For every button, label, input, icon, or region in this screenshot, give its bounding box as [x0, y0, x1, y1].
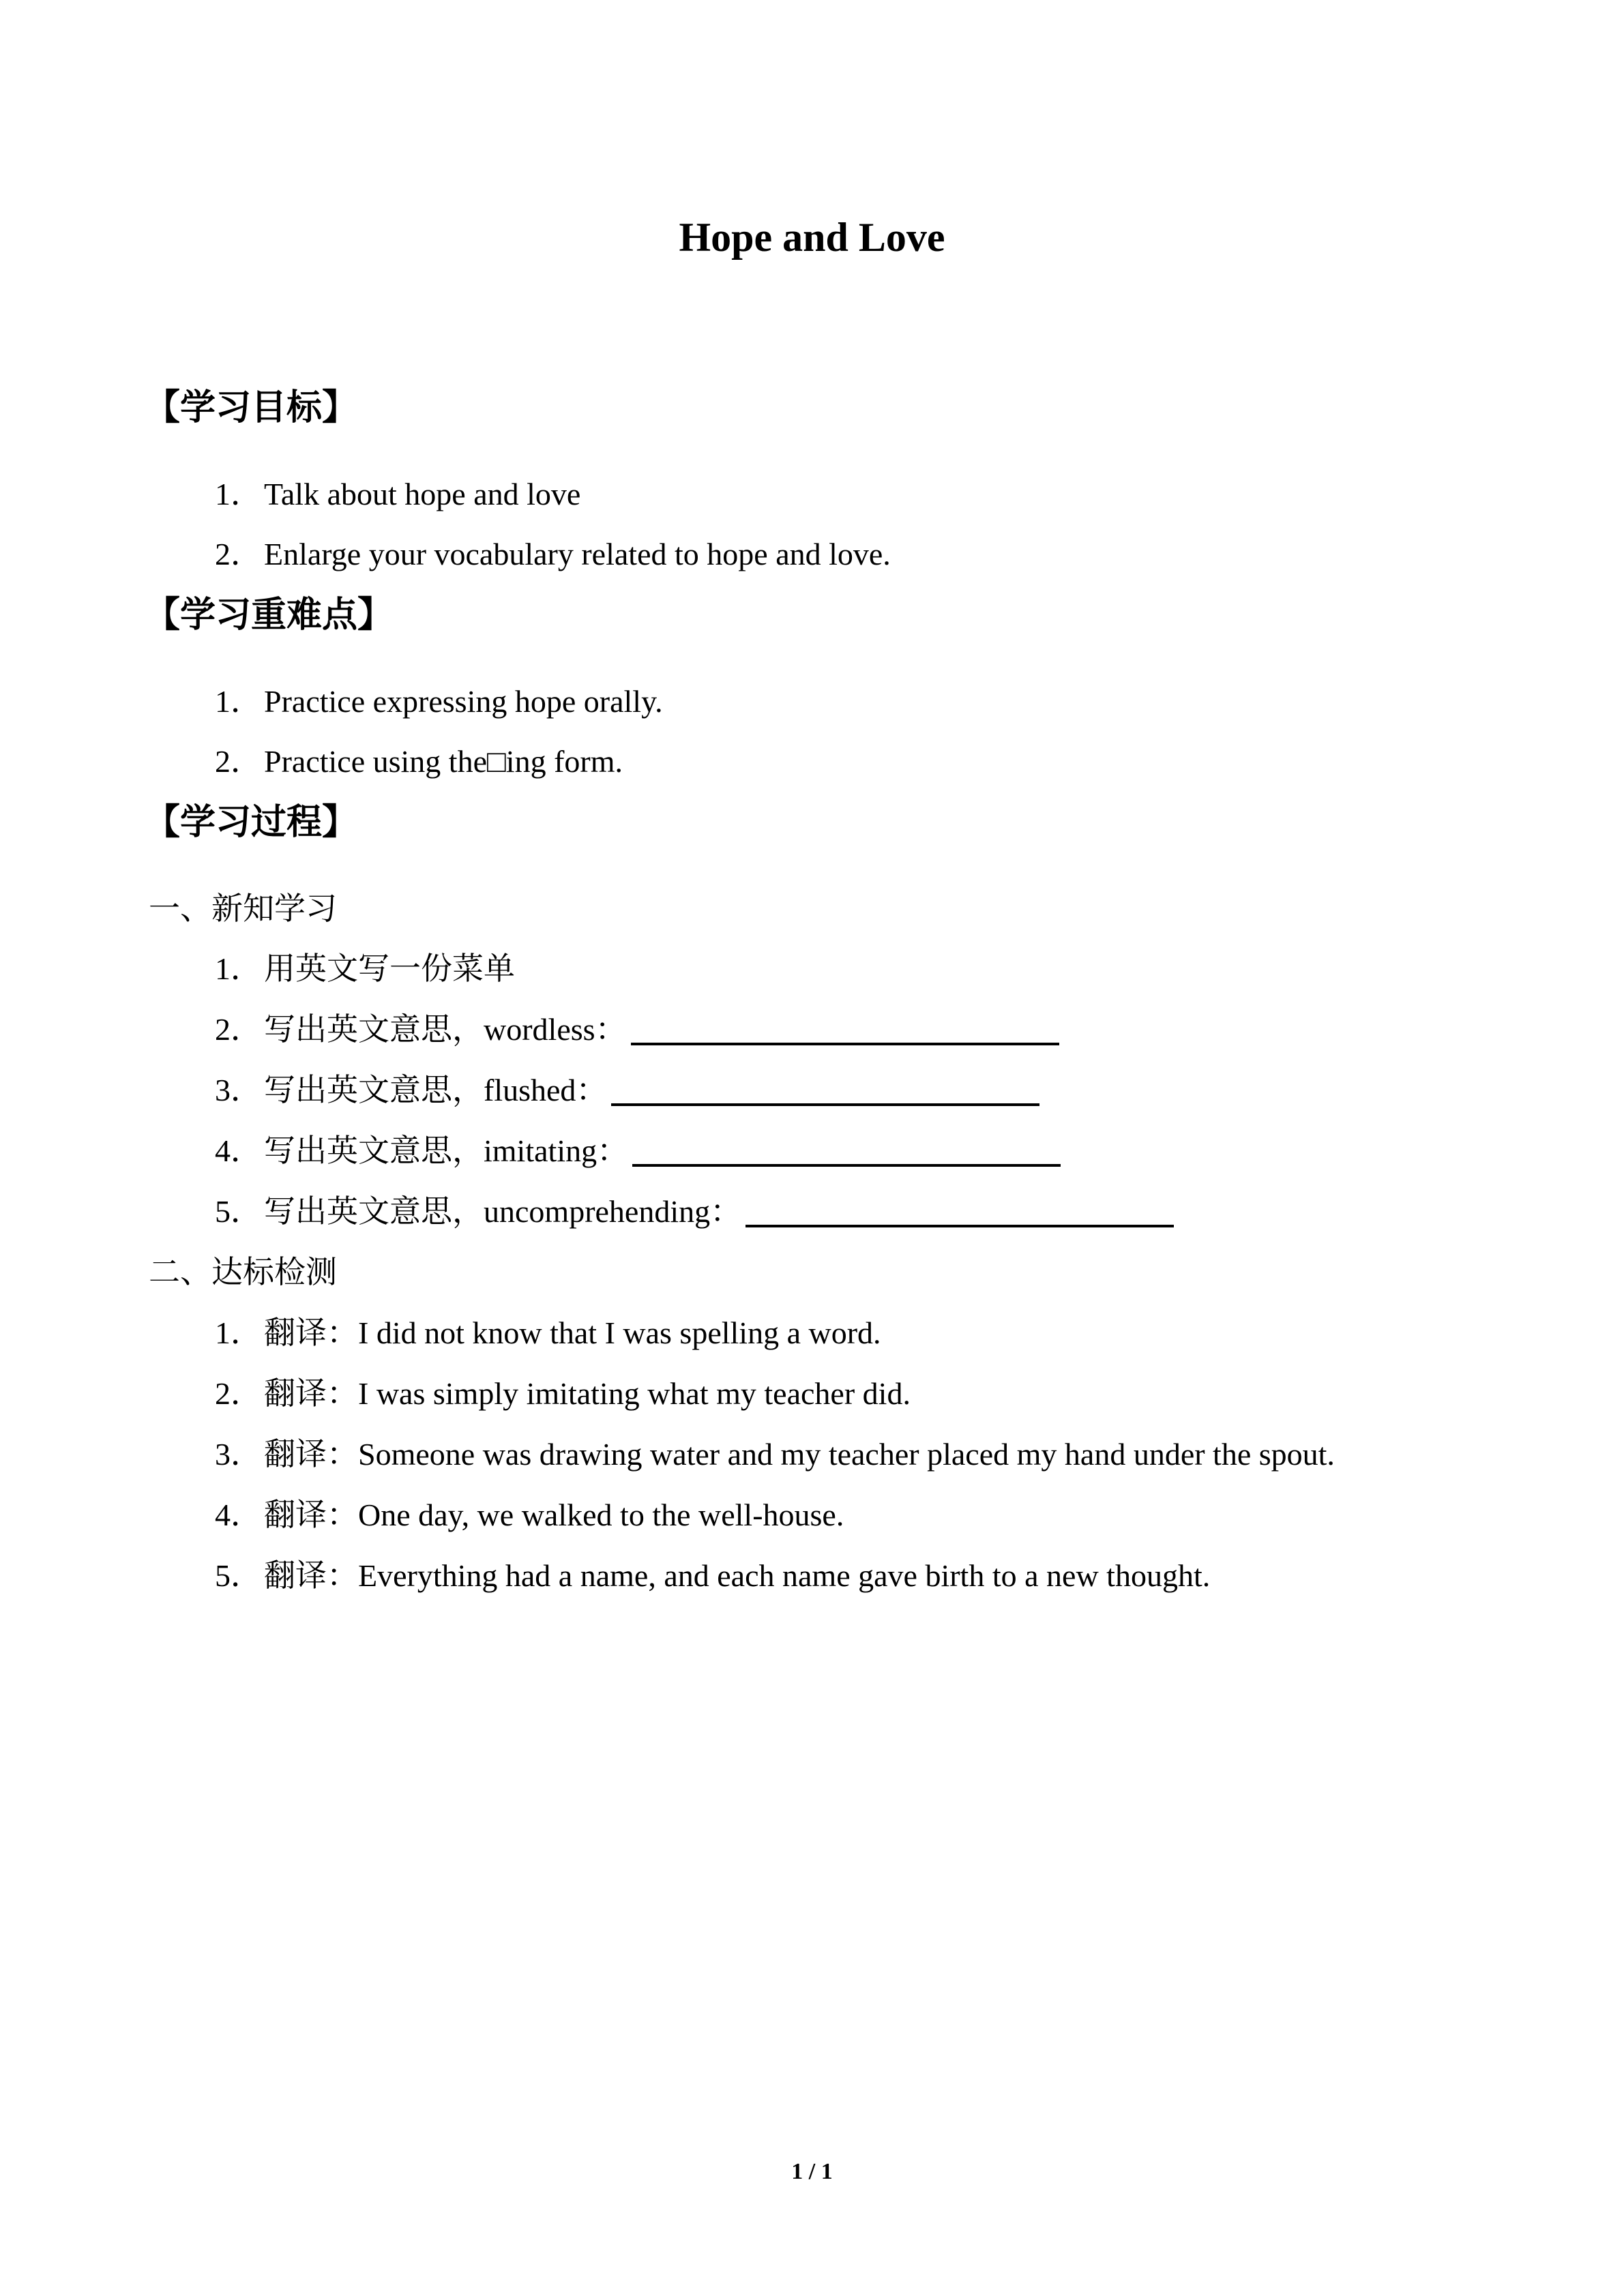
item-text: Enlarge your vocabulary related to hope and love.: [264, 537, 891, 571]
part-label-assessment: 二、达标检测: [149, 1255, 337, 1289]
translation-item: [215, 1433, 1335, 1476]
item-number: 5．: [215, 1194, 262, 1229]
section-heading-objectives: 【学习目标】: [145, 387, 358, 428]
answer-blank: [745, 1225, 1174, 1227]
exercise-item: [215, 1069, 1039, 1112]
item-number: 4．: [215, 1133, 262, 1168]
exercise-item: [215, 1009, 1059, 1051]
page-number: 1 / 1: [791, 2159, 833, 2184]
item-number: 1．: [215, 684, 262, 719]
item-number: 2．: [215, 744, 262, 779]
item-text: 写出英文意思，imitating：: [264, 1133, 629, 1168]
document-title: Hope and Love: [679, 215, 945, 260]
section-heading-keypoints: 【学习重难点】: [145, 595, 394, 636]
item-number: 1．: [215, 1315, 262, 1350]
objective-item: [215, 473, 580, 516]
translation-item: [215, 1555, 1210, 1597]
item-number: 4．: [215, 1497, 262, 1532]
item-text: 翻译：Someone was drawing water and my teacher placed my hand under the spout.: [264, 1437, 1335, 1472]
translation-item: [215, 1494, 844, 1536]
item-text: Practice using the□ing form.: [264, 744, 623, 779]
item-number: 3．: [215, 1437, 262, 1472]
translation-item: [215, 1312, 881, 1354]
exercise-item: [215, 1130, 1061, 1172]
item-text: 写出英文意思，uncomprehending：: [264, 1194, 742, 1229]
item-text: Practice expressing hope orally.: [264, 684, 663, 719]
item-number: 1．: [215, 477, 262, 511]
exercise-item: [215, 1191, 1174, 1233]
item-number: 2．: [215, 537, 262, 571]
item-number: 2．: [215, 1012, 262, 1047]
exercise-item: [215, 948, 515, 990]
answer-blank: [632, 1164, 1061, 1167]
item-text: 翻译：I was simply imitating what my teacher did.: [264, 1376, 911, 1411]
keypoint-item: [215, 681, 663, 723]
item-number: 1．: [215, 951, 262, 986]
objective-item: [215, 533, 891, 576]
answer-blank: [631, 1043, 1059, 1045]
keypoint-item: [215, 741, 623, 783]
item-text: 写出英文意思，flushed：: [264, 1073, 608, 1107]
item-text: 用英文写一份菜单: [264, 951, 515, 986]
translation-item: [215, 1373, 911, 1415]
item-number: 5．: [215, 1558, 262, 1593]
item-number: 2．: [215, 1376, 262, 1411]
item-text: 翻译：Everything had a name, and each name gave birth to a new thought.: [264, 1558, 1211, 1593]
section-heading-process: 【学习过程】: [145, 802, 358, 843]
item-text: 翻译：I did not know that I was spelling a word.: [264, 1315, 881, 1350]
part-label-new-knowledge: 一、新知学习: [149, 891, 337, 926]
item-number: 3．: [215, 1073, 262, 1107]
item-text: Talk about hope and love: [264, 477, 581, 511]
item-text: 写出英文意思，wordless：: [264, 1012, 627, 1047]
item-text: 翻译：One day, we walked to the well-house.: [264, 1497, 844, 1532]
answer-blank: [611, 1103, 1039, 1106]
